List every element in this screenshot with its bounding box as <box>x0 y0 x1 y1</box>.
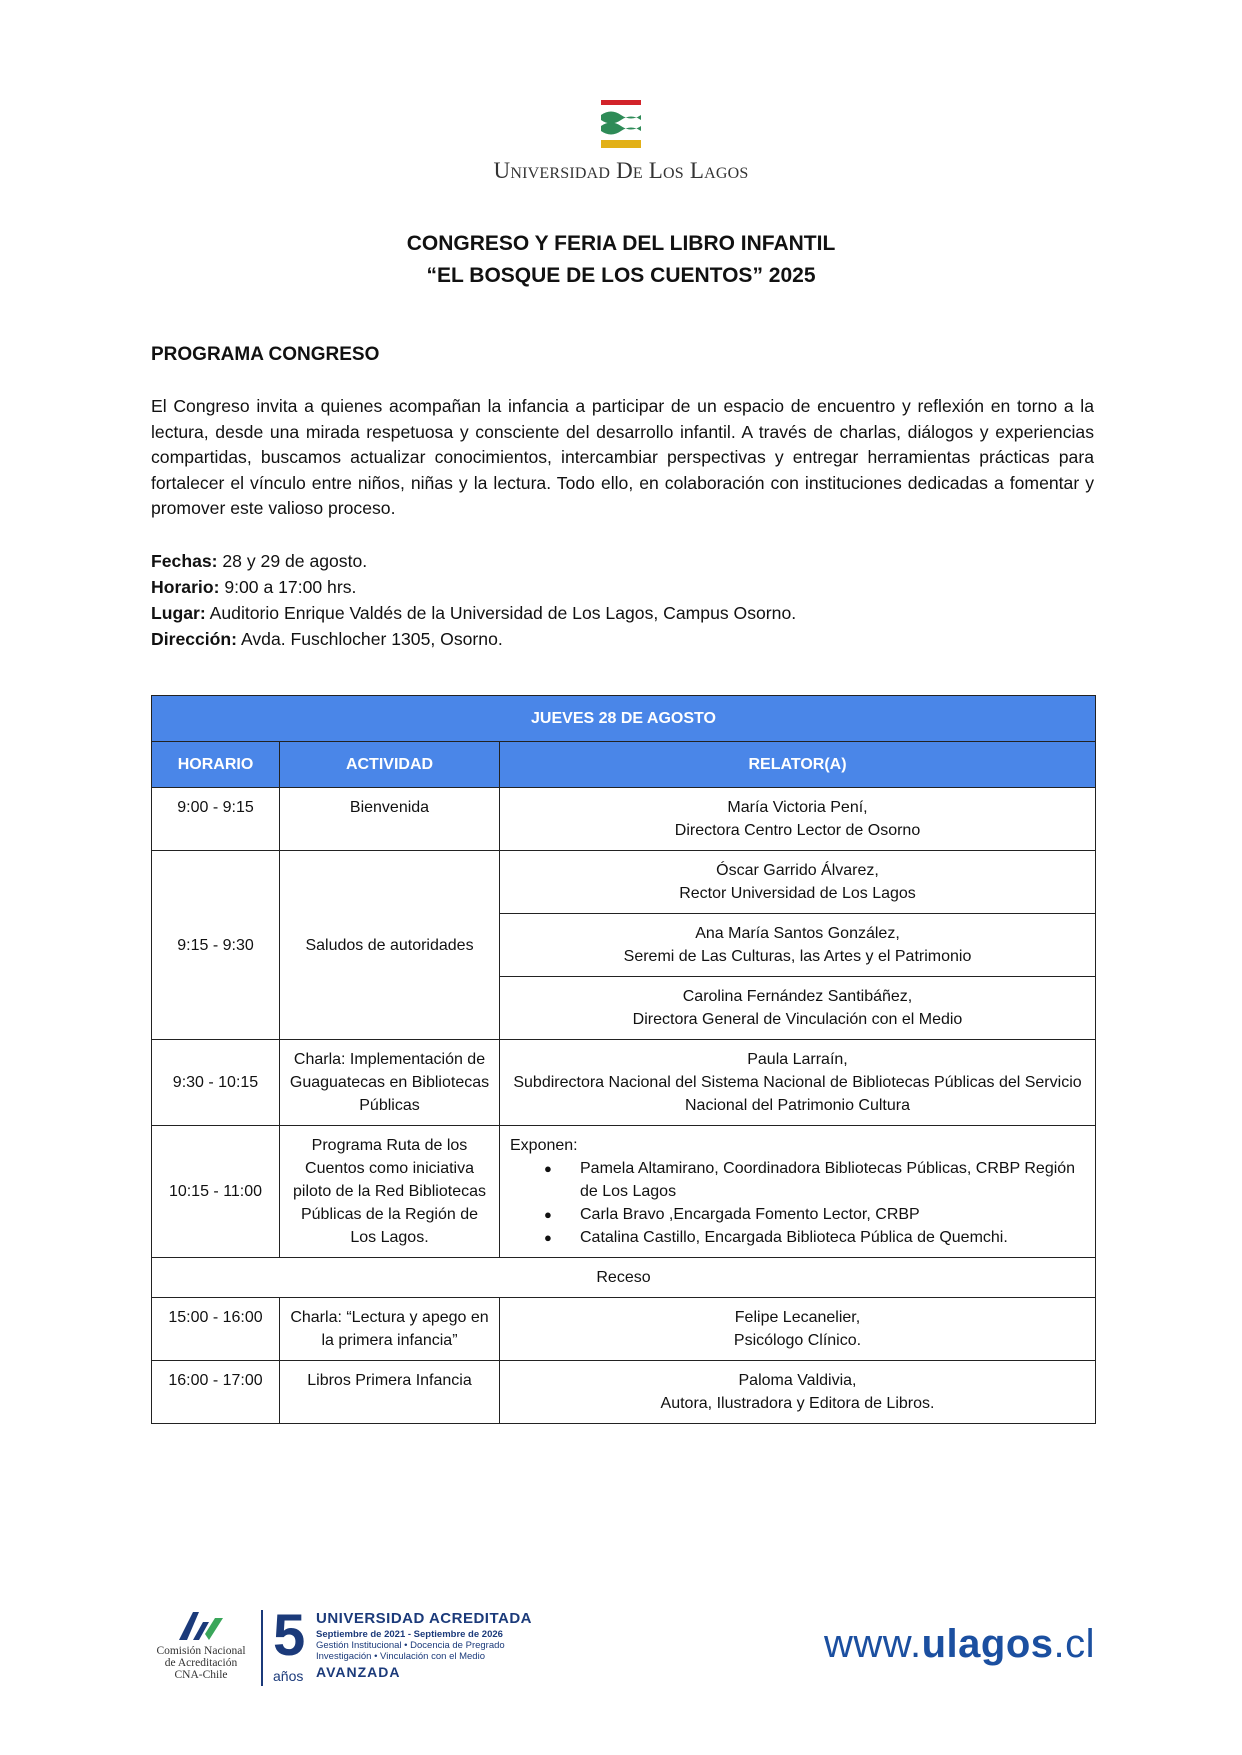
university-logo <box>490 98 752 184</box>
row-activity: Charla: “Lectura y apego en la primera infancia” <box>280 1298 500 1361</box>
row-time: 10:15 - 11:00 <box>152 1126 280 1258</box>
web-suffix: .cl <box>1053 1622 1095 1666</box>
speaker-role: Rector Universidad de Los Lagos <box>679 885 916 902</box>
intro-paragraph: El Congreso invita a quienes acompañan la infancia a participar de un espacio de encuentro y reflexión en torno a la lectura, desde una mirada respetuosa y consciente del desarrollo infantil. A través de charlas, diálogos y experiencias compartidas, buscamos actualizar conocimientos, intercambiar perspectivas y entregar herramientas prácticas para fortalecer el vínculo entre niños, niñas y la lectura. Todo ello, en colaboración con instituciones dedicadas a fomentar y promover este valioso proceso. <box>151 396 1094 518</box>
table-row <box>152 851 1096 914</box>
web-domain: ulagos <box>921 1622 1054 1666</box>
day-header: JUEVES 28 DE AGOSTO <box>152 696 1096 742</box>
page-title <box>0 228 1242 292</box>
cna-logo <box>151 1610 251 1681</box>
row-speaker <box>500 1298 1096 1361</box>
speaker-name: María Victoria Pení, <box>727 799 868 816</box>
row-speakers-list <box>500 1126 1096 1258</box>
acred-title: UNIVERSIDAD ACREDITADA <box>316 1610 533 1627</box>
col-actividad: ACTIVIDAD <box>280 742 500 788</box>
row-speaker <box>500 914 1096 977</box>
accreditation-block <box>316 1610 532 1680</box>
footer-divider <box>261 1610 263 1686</box>
title-line-1: CONGRESO Y FERIA DEL LIBRO INFANTIL <box>406 232 836 255</box>
row-activity: Programa Ruta de los Cuentos como iniciativa piloto de la Red Bibliotecas Públicas de la Región de Los Lagos. <box>280 1126 500 1258</box>
speaker-role: Directora Centro Lector de Osorno <box>674 822 921 839</box>
row-speaker <box>500 977 1096 1040</box>
row-time: 9:00 - 9:15 <box>152 788 280 851</box>
row-time: 15:00 - 16:00 <box>152 1298 280 1361</box>
acred-level: AVANZADA <box>316 1664 401 1680</box>
fechas-value: 28 y 29 de agosto. <box>217 551 368 571</box>
years-number: 5 <box>273 1603 306 1668</box>
speaker-role: Seremi de Las Culturas, las Artes y el Patrimonio <box>623 948 972 965</box>
horario-value: 9:00 a 17:00 hrs. <box>219 577 357 597</box>
bullet-item: ● Catalina Castillo, Encargada Biblioteca Pública de Quemchi. <box>580 1226 1087 1249</box>
footer <box>151 1603 1095 1690</box>
receso-cell: Receso <box>152 1258 1096 1298</box>
speaker-role: Subdirectora Nacional del Sistema Nacional de Bibliotecas Públicas del Servicio Nacional del Patrimonio Cultura <box>513 1074 1082 1114</box>
acred-areas-2: Investigación • Vinculación con el Medio <box>316 1651 485 1662</box>
years-word: años <box>273 1668 304 1684</box>
schedule-table <box>151 695 1096 1424</box>
acred-period: Septiembre de 2021 - Septiembre de 2026 <box>316 1629 503 1640</box>
table-row <box>152 788 1096 851</box>
row-speaker <box>500 788 1096 851</box>
lugar-label: Lugar: <box>151 603 206 623</box>
info-lugar <box>151 600 796 626</box>
speaker-role: Autora, Ilustradora y Editora de Libros. <box>660 1395 935 1412</box>
event-info <box>151 548 796 652</box>
col-relator: RELATOR(A) <box>500 742 1096 788</box>
bullet-item: ● Pamela Altamirano, Coordinadora Bibliotecas Públicas, CRBP Región de Los Lagos <box>580 1157 1087 1203</box>
direccion-label: Dirección: <box>151 629 238 649</box>
row-speaker <box>500 1361 1096 1424</box>
speakers-bullets <box>510 1157 1087 1249</box>
row-activity: Bienvenida <box>280 788 500 851</box>
row-time: 9:15 - 9:30 <box>152 851 280 1040</box>
website-link[interactable] <box>824 1622 1095 1667</box>
section-title: PROGRAMA CONGRESO <box>151 344 380 365</box>
table-row <box>152 1040 1096 1126</box>
acred-areas-1: Gestión Institucional • Docencia de Pregrado <box>316 1640 505 1651</box>
row-activity: Charla: Implementación de Guaguatecas en Bibliotecas Públicas <box>280 1040 500 1126</box>
speaker-name: Ana María Santos González, <box>695 925 900 942</box>
fechas-label: Fechas: <box>151 551 218 571</box>
direccion-value: Avda. Fuschlocher 1305, Osorno. <box>237 629 503 649</box>
table-row <box>152 1298 1096 1361</box>
row-speaker <box>500 851 1096 914</box>
table-header-row <box>152 742 1096 788</box>
web-prefix: www. <box>824 1622 922 1666</box>
table-row <box>152 1126 1096 1258</box>
university-emblem-icon <box>599 98 643 150</box>
table-day-row <box>152 696 1096 742</box>
speaker-name: Felipe Lecanelier, <box>734 1309 861 1326</box>
cna-text: Comisión Nacional de Acreditación CNA-Chile <box>156 1645 246 1681</box>
table-row <box>152 1361 1096 1424</box>
title-line-2: “EL BOSQUE DE LOS CUENTOS” 2025 <box>426 264 816 287</box>
lugar-value: Auditorio Enrique Valdés de la Universidad de Los Lagos, Campus Osorno. <box>205 603 797 623</box>
exponen-label: Exponen: <box>510 1137 578 1154</box>
row-activity: Saludos de autoridades <box>280 851 500 1040</box>
speaker-name: Óscar Garrido Álvarez, <box>716 862 879 879</box>
speaker-role: Psicólogo Clínico. <box>733 1332 862 1349</box>
row-speaker <box>500 1040 1096 1126</box>
speaker-name: Carolina Fernández Santibáñez, <box>682 988 913 1005</box>
bullet-item: ● Carla Bravo ,Encargada Fomento Lector, CRBP <box>580 1203 1087 1226</box>
speaker-name: Paloma Valdivia, <box>738 1372 857 1389</box>
col-horario: HORARIO <box>152 742 280 788</box>
info-direccion <box>151 626 796 652</box>
info-fechas <box>151 548 796 574</box>
cna-emblem-icon <box>175 1610 227 1642</box>
speaker-role: Directora General de Vinculación con el Medio <box>632 1011 963 1028</box>
info-horario <box>151 574 796 600</box>
speaker-name: Paula Larraín, <box>747 1051 848 1068</box>
table-row-break <box>152 1258 1096 1298</box>
university-name: Universidad De Los Lagos <box>493 158 749 183</box>
row-activity: Libros Primera Infancia <box>280 1361 500 1424</box>
horario-label: Horario: <box>151 577 220 597</box>
row-time: 9:30 - 10:15 <box>152 1040 280 1126</box>
row-time: 16:00 - 17:00 <box>152 1361 280 1424</box>
